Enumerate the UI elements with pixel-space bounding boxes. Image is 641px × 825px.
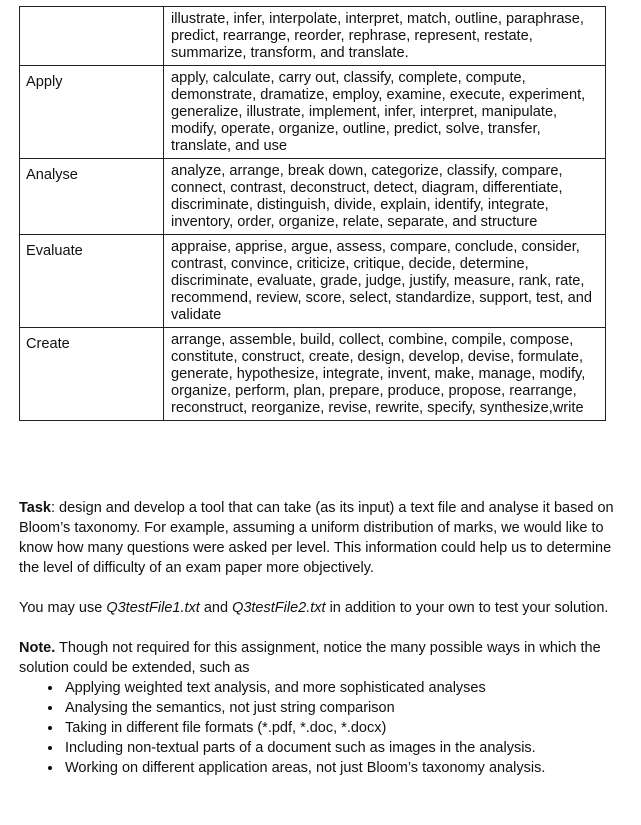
bloom-verbs-table bbox=[19, 6, 606, 421]
level-cell: Create bbox=[20, 328, 164, 421]
table-row bbox=[20, 66, 606, 159]
table-row bbox=[20, 328, 606, 421]
table-row bbox=[20, 7, 606, 66]
note-text: Though not required for this assignment, notice the many possible ways in which the solution could be extended, such as bbox=[19, 640, 601, 676]
list-item: • Analysing the semantics, not just string comparison bbox=[63, 698, 619, 718]
verbs-cell: illustrate, infer, interpolate, interpret, match, outline, paraphrase, predict, rearrange, reorder, rephrase, represent, restate, summarize, transform, and translate. bbox=[164, 7, 606, 66]
list-item: • Including non-textual parts of a document such as images in the analysis. bbox=[63, 738, 619, 758]
test-files-middle: and bbox=[199, 600, 233, 616]
level-cell: Evaluate bbox=[20, 235, 164, 328]
note-label: Note. bbox=[19, 640, 56, 656]
assignment-text bbox=[19, 498, 619, 778]
table-row bbox=[20, 235, 606, 328]
list-item: • Working on different application areas, not just Bloom’s taxonomy analysis. bbox=[63, 758, 619, 778]
list-item: • Taking in different file formats (*.pdf, *.doc, *.docx) bbox=[63, 718, 619, 738]
level-cell bbox=[20, 7, 164, 66]
table-row bbox=[20, 159, 606, 235]
extension-list bbox=[19, 678, 619, 778]
test-file-1: Q3testFile1.txt bbox=[106, 600, 200, 616]
level-cell: Analyse bbox=[20, 159, 164, 235]
test-files-suffix: in addition to your own to test your solution. bbox=[325, 600, 609, 616]
test-files-paragraph bbox=[19, 598, 619, 618]
test-file-2: Q3testFile2.txt bbox=[232, 600, 326, 616]
level-cell: Apply bbox=[20, 66, 164, 159]
verbs-cell: analyze, arrange, break down, categorize, classify, compare, connect, contrast, deconstruct, detect, diagram, differentiate, discriminate, distinguish, divide, explain, identify, integrate, inventory, order, organize, relate, separate, and structure bbox=[164, 159, 606, 235]
verbs-cell: arrange, assemble, build, collect, combine, compile, compose, constitute, construct, create, design, develop, devise, formulate, generate, hypothesize, integrate, invent, make, manage, modify, organize, perform, plan, prepare, produce, propose, rearrange, reconstruct, reorganize, revise, rewrite, specify, synthesize,write bbox=[164, 328, 606, 421]
task-label: Task bbox=[19, 500, 51, 516]
list-item: • Applying weighted text analysis, and more sophisticated analyses bbox=[63, 678, 619, 698]
task-text: : design and develop a tool that can take (as its input) a text file and analyse it based on Bloom’s taxonomy. For example, assuming a uniform distribution of marks, we would like to know how many questions were asked per level. This information could help us to determine the level of difficulty of an exam paper more objectively. bbox=[19, 500, 614, 576]
task-paragraph bbox=[19, 498, 619, 578]
test-files-prefix: You may use bbox=[19, 600, 107, 616]
verbs-cell: appraise, apprise, argue, assess, compare, conclude, consider, contrast, convince, criticize, critique, decide, determine, discriminate, evaluate, grade, judge, justify, measure, rank, rate, recommend, review, score, select, standardize, support, test, and validate bbox=[164, 235, 606, 328]
verbs-cell: apply, calculate, carry out, classify, complete, compute, demonstrate, dramatize, employ, examine, execute, experiment, generalize, illustrate, implement, infer, interpret, manipulate, modify, operate, organize, outline, predict, solve, transfer, translate, and use bbox=[164, 66, 606, 159]
note-paragraph bbox=[19, 638, 619, 678]
